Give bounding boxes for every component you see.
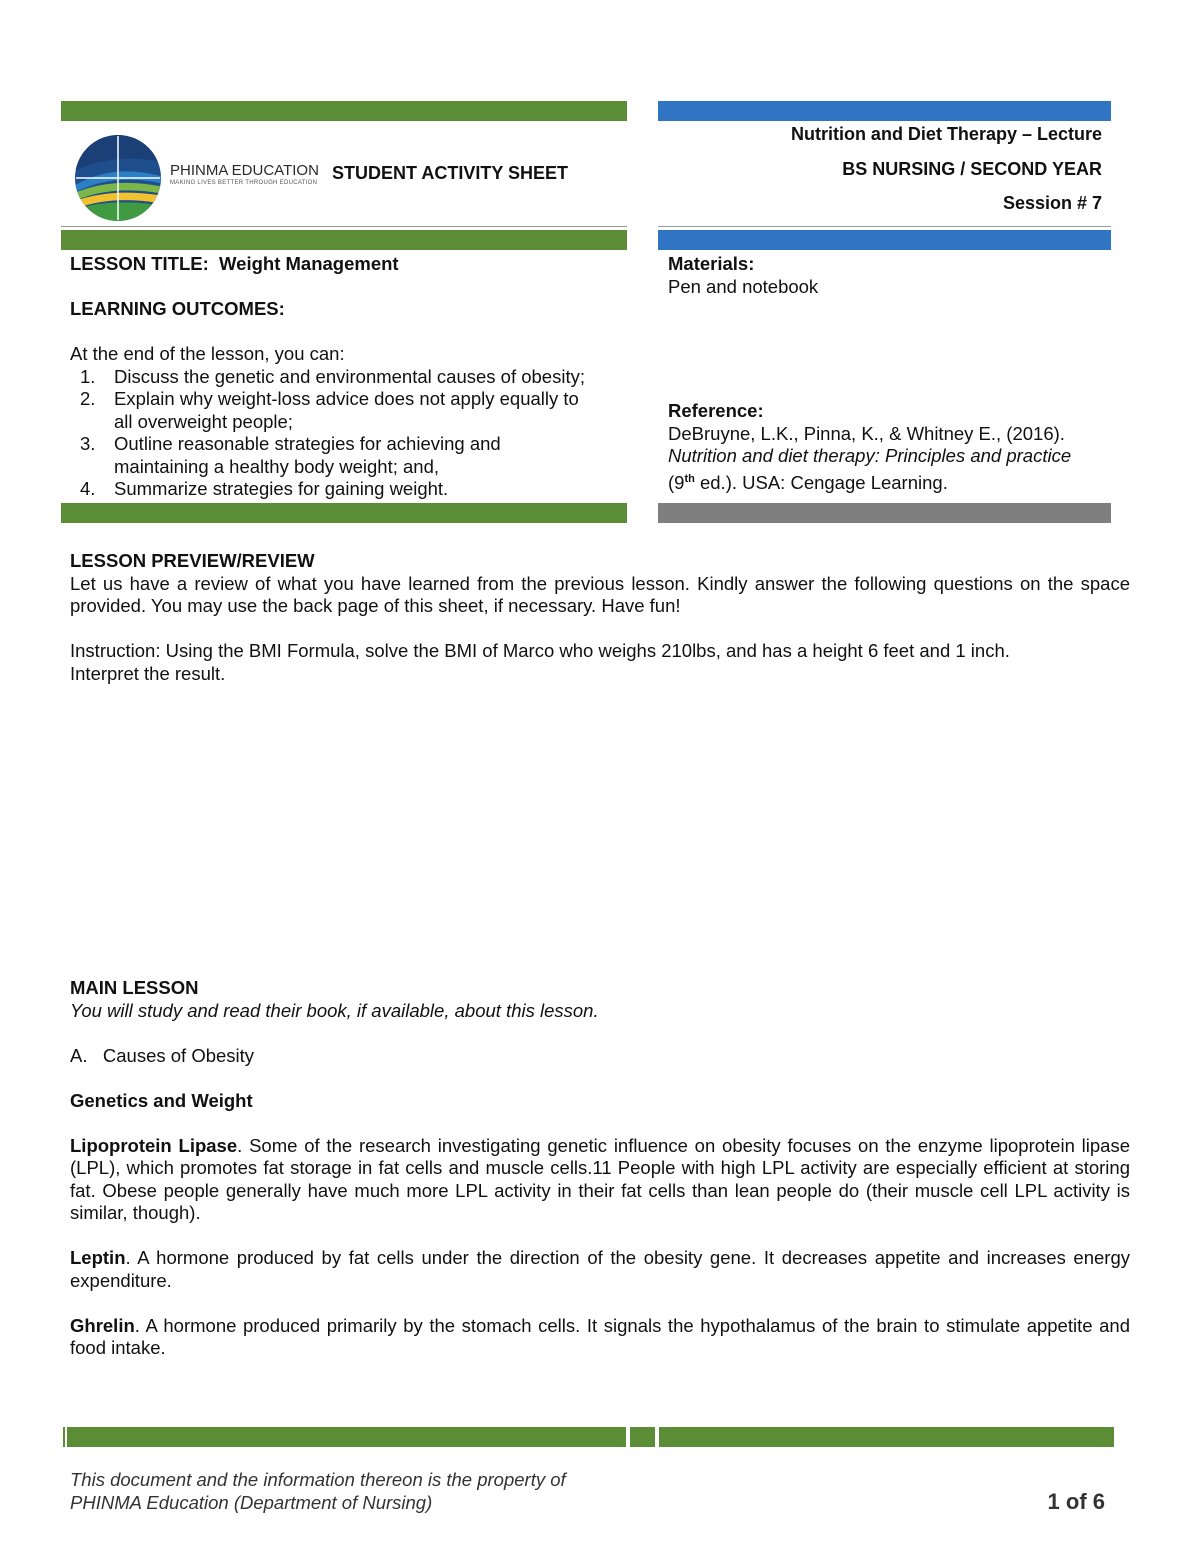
outcome-number: 3. bbox=[80, 433, 96, 454]
footer-notice-line: PHINMA Education (Department of Nursing) bbox=[70, 1491, 433, 1513]
outcomes-list bbox=[70, 366, 620, 501]
outcome-number: 2. bbox=[80, 388, 96, 409]
header-blue-bar-top bbox=[658, 101, 1111, 121]
genetics-subheading: Genetics and Weight bbox=[70, 1089, 253, 1111]
term-paragraph-leptin bbox=[70, 1247, 1130, 1292]
footer-tick bbox=[63, 1427, 65, 1447]
outcome-item bbox=[70, 433, 620, 478]
brand-name: PHINMA EDUCATION bbox=[170, 162, 319, 179]
header-divider-left bbox=[61, 226, 627, 227]
term-definition: . Some of the research investigating genetic influence on obesity focuses on the enzyme lipoprotein lipase (LPL), which promotes fat storage in fat cells and muscle cells.11 People with high LPL activity are especially efficient at storing fat. Obese people generally have much more LPL activity in their fat cells than lean people do (their muscle cell LPL activity is similar, though). bbox=[70, 1134, 1130, 1223]
header-green-bar-top bbox=[61, 101, 627, 121]
section-a-heading: A. Causes of Obesity bbox=[70, 1044, 255, 1066]
term-definition: . A hormone produced by fat cells under the direction of the obesity gene. It decreases appetite and increases energy expenditure. bbox=[70, 1247, 1130, 1291]
lesson-title bbox=[70, 253, 620, 276]
lesson-title-value: Weight Management bbox=[219, 253, 399, 274]
outcome-text: Explain why weight-loss advice does not apply equally to bbox=[114, 388, 579, 409]
reference-edition-post: ed.). USA: Cengage Learning. bbox=[694, 471, 948, 493]
lesson-preview bbox=[70, 550, 1130, 685]
main-lesson-heading: MAIN LESSON bbox=[70, 977, 199, 998]
preview-instruction: Instruction: Using the BMI Formula, solve the BMI of Marco who weighs 210lbs, and has a height 6 feet and 1 inch. bbox=[70, 640, 1010, 661]
lesson-title-label: LESSON TITLE: bbox=[70, 253, 209, 274]
term-definition: . A hormone produced primarily by the stomach cells. It signals the hypothalamus of the brain to stimulate appetite and food intake. bbox=[70, 1314, 1130, 1358]
outcome-text: Summarize strategies for gaining weight. bbox=[114, 478, 449, 499]
reference-book-title: Nutrition and diet therapy: Principles and practice bbox=[668, 445, 1072, 466]
preview-paragraph: Let us have a review of what you have learned from the previous lesson. Kindly answer the following questions on the space provided. You may use the back page of this sheet, if necessary. Have fun! bbox=[70, 572, 1130, 616]
reference-section bbox=[668, 400, 1108, 494]
reference-edition-sup: th bbox=[684, 472, 695, 485]
lesson-info bbox=[70, 253, 620, 501]
outcomes-intro: At the end of the lesson, you can: bbox=[70, 343, 345, 364]
page-number: 1 of 6 bbox=[1047, 1489, 1105, 1514]
header-divider-right bbox=[658, 226, 1111, 227]
sheet-title: STUDENT ACTIVITY SHEET bbox=[332, 163, 569, 183]
reference-edition-pre: (9 bbox=[668, 471, 685, 493]
outcome-item bbox=[70, 478, 620, 501]
reference-edition bbox=[668, 468, 1108, 495]
reference-heading: Reference: bbox=[668, 400, 764, 421]
materials-section bbox=[668, 253, 1108, 298]
info-gray-bar-bottom bbox=[658, 503, 1111, 523]
term-name: Lipoprotein Lipase bbox=[70, 1134, 238, 1156]
materials-value: Pen and notebook bbox=[668, 275, 819, 297]
materials-heading: Materials: bbox=[668, 253, 755, 274]
main-lesson bbox=[70, 977, 1130, 1360]
header-green-bar-bottom bbox=[61, 230, 627, 250]
outcome-text: maintaining a healthy body weight; and, bbox=[114, 455, 439, 477]
outcome-text: Discuss the genetic and environmental causes of obesity; bbox=[114, 365, 585, 387]
header-blue-bar-bottom bbox=[658, 230, 1111, 250]
footer-green-bar-right bbox=[659, 1427, 1114, 1447]
reference-authors: DeBruyne, L.K., Pinna, K., & Whitney E., (2016). bbox=[668, 422, 1065, 444]
phinma-logo-icon bbox=[72, 132, 164, 224]
footer-green-bar-mid bbox=[630, 1427, 655, 1447]
term-name: Ghrelin bbox=[70, 1314, 135, 1336]
info-green-bar-bottom bbox=[61, 503, 627, 523]
outcome-item bbox=[70, 388, 620, 433]
footer-green-bar-left bbox=[67, 1427, 626, 1447]
term-name: Leptin bbox=[70, 1247, 126, 1268]
footer-notice-line: This document and the information thereon is the property of bbox=[70, 1469, 566, 1490]
phinma-logo bbox=[72, 132, 319, 224]
main-lesson-intro: You will study and read their book, if available, about this lesson. bbox=[70, 999, 599, 1021]
outcome-number: 1. bbox=[80, 365, 96, 387]
outcome-text: Outline reasonable strategies for achieving and bbox=[114, 433, 501, 454]
term-paragraph-lpl bbox=[70, 1135, 1130, 1225]
term-paragraph-ghrelin bbox=[70, 1315, 1130, 1360]
course-title: Nutrition and Diet Therapy – Lecture bbox=[790, 124, 1102, 144]
preview-heading: LESSON PREVIEW/REVIEW bbox=[70, 550, 315, 571]
outcome-text: all overweight people; bbox=[114, 410, 293, 432]
preview-instruction-cont: Interpret the result. bbox=[70, 662, 226, 684]
outcomes-heading: LEARNING OUTCOMES: bbox=[70, 298, 285, 319]
session-number: Session # 7 bbox=[1002, 193, 1102, 213]
outcome-number: 4. bbox=[80, 478, 96, 499]
brand-tagline: MAKING LIVES BETTER THROUGH EDUCATION bbox=[170, 180, 318, 186]
program-year: BS NURSING / SECOND YEAR bbox=[842, 159, 1102, 179]
footer-notice bbox=[70, 1469, 566, 1514]
outcome-item bbox=[70, 366, 620, 389]
